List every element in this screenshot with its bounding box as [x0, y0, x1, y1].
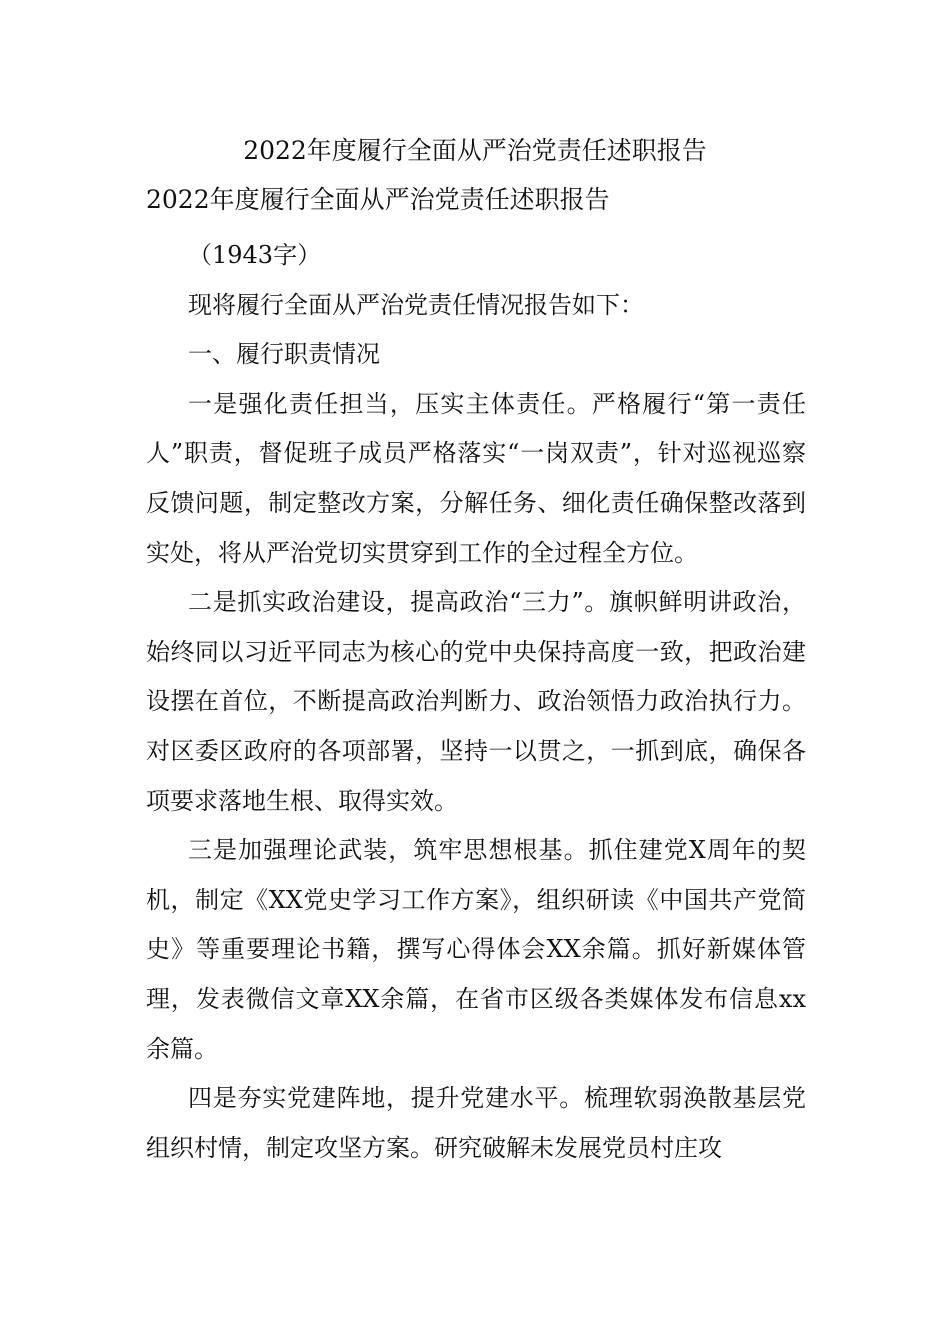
intro-paragraph: 现将履行全面从严治党责任情况报告如下： — [188, 290, 644, 319]
paragraph-4: 四是夯实党建阵地，提升党建水平。梳理软弱涣散基层党组织村情，制定攻坚方案。研究破解未发展党员村庄攻 — [146, 1084, 806, 1162]
word-count: （1943字） — [188, 241, 322, 269]
section-heading: 一、履行职责情况 — [188, 340, 380, 369]
document-title: 2022年度履行全面从严治党责任述职报告 — [243, 136, 707, 165]
document-subtitle: 2022年度履行全面从严治党责任述职报告 — [146, 185, 610, 214]
document-body — [146, 231, 806, 1173]
paragraph-1: 一是强化责任担当，压实主体责任。严格履行“第一责任人”职责，督促班子成员严格落实“一岗双责”，针对巡视巡察反馈问题，制定整改方案，分解任务、细化责任确保整改落到实处，将从严治党切实贯穿到工作的全过程全方位。 — [146, 389, 806, 567]
paragraph-2: 二是抓实政治建设，提高政治“三力”。旗帜鲜明讲政治，始终同以习近平同志为核心的党中央保持高度一致，把政治建设摆在首位，不断提高政治判断力、政治领悟力政治执行力。对区委区政府的各项部署，坚持一以贯之，一抓到底，确保各项要求落地生根、取得实效。 — [146, 588, 806, 815]
paragraph-3: 三是加强理论武装，筑牢思想根基。抓住建党X周年的契机，制定《XX党史学习工作方案》，组织研读《中国共产党简史》等重要理论书籍，撰写心得体会XX余篇。抓好新媒体管理，发表微信文章XX余篇，在省市区级各类媒体发布信息xx余篇。 — [146, 836, 806, 1063]
